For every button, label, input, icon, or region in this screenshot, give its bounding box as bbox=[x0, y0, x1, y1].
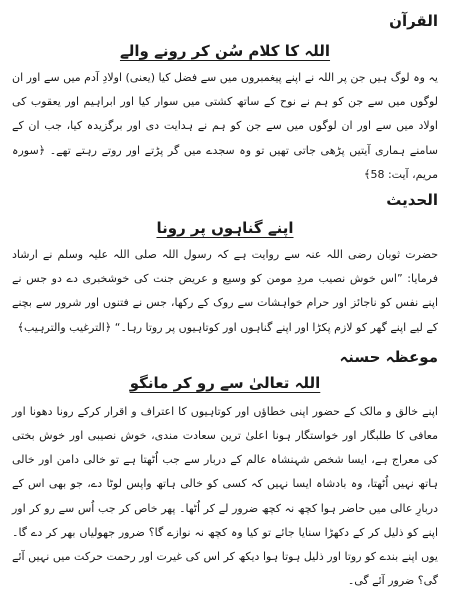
hadith-paragraph: حضرت ثوبان رضی اللہ عنہ سے روایت ہے کہ رسول اللہ صلی اللہ علیہ وسلم نے ارشاد فرمایا: ”اس خوش نصیب مردِ مومن کو وسیع و عریض جنت کی خوشخبری دے دو جس نے اپنے نفس کو ناجائز اور حرام خواہشات سے روک کے رکھا، جس نے فتنوں اور شرور سے بچنے کے لیے اپنے گھر کو لازم پکڑا اور اپنے گناہوں اور کوتاہیوں پر روتا رہا۔“ ﴿الترغیب والترہیب﴾ bbox=[12, 248, 438, 334]
section-label-hadith: الحدیث bbox=[386, 191, 438, 210]
hadith-section bbox=[12, 189, 438, 340]
quran-section bbox=[12, 10, 438, 187]
mauiza-paragraph: اپنے خالق و مالک کے حضور اپنی خطاؤں اور کوتاہیوں کا اعتراف و اقرار کرکے رونا دھونا اور معافی کا طلبگار اور خواستگار ہونا اعلیٰ ترین سعادت مندی، خوش نصیبی اور خوش بختی کی معراج ہے، ایسا شخص شہنشاہ عالم کے دربار سے جب اُٹھتا ہے تو خالی دامن اور خالی ہاتھ نہیں اُٹھتا، وہ بادشاہ ایسا نہیں کہ کسی کو خالی ہاتھ واپس لوٹا دے، جو بھی اس کے دربارِ عالی میں حاضر ہوا کچھ نہ کچھ ضرور لے کر اُٹھا۔ پھر خاص کر جب اُس سے رو کر اور اپنے کو ذلیل کر کے دکھڑا سنایا جائے تو کیا وہ کچھ نہ نوازے گا؟ ضرور جھولیاں بھر کر دے گا۔ یوں اپنے بندے کو روتا اور ذلیل ہوتا ہوا دیکھ کر اس کی غیرت اور رحمت حرکت میں نہیں آئے گی؟ ضرور آئے گی۔ bbox=[12, 404, 438, 588]
mauiza-heading: اللہ تعالیٰ سے رو کر مانگو bbox=[129, 373, 321, 392]
hadith-heading: اپنے گناہوں پر رونا bbox=[156, 219, 294, 238]
section-label-quran: القرآن bbox=[389, 12, 438, 30]
section-label-mauiza: موعظہ حسنہ bbox=[339, 347, 438, 366]
mauiza-section bbox=[12, 346, 438, 594]
quran-heading: اللہ کا کلام سُن کر رونے والے bbox=[119, 42, 331, 60]
quran-paragraph: یہ وہ لوگ ہیں جن پر اللہ نے اپنے پیغمبروں میں سے فضل کیا (یعنی) اولادِ آدم میں سے اور ان لوگوں میں سے جن کو ہم نے نوح کے ساتھ کشتی میں سوار کیا اور ابراہیم اور یعقوب کی اولاد میں سے اور ان لوگوں میں سے جن کو ہم نے ہدایت دی اور برگزیدہ کیا، جب ان کے سامنے ہماری آیتیں پڑھی جاتی تھیں تو وہ سجدے میں گر پڑتے اور روتے رہتے تھے۔ ﴿سورہ مریم، آیت: 58﴾ bbox=[12, 71, 438, 181]
